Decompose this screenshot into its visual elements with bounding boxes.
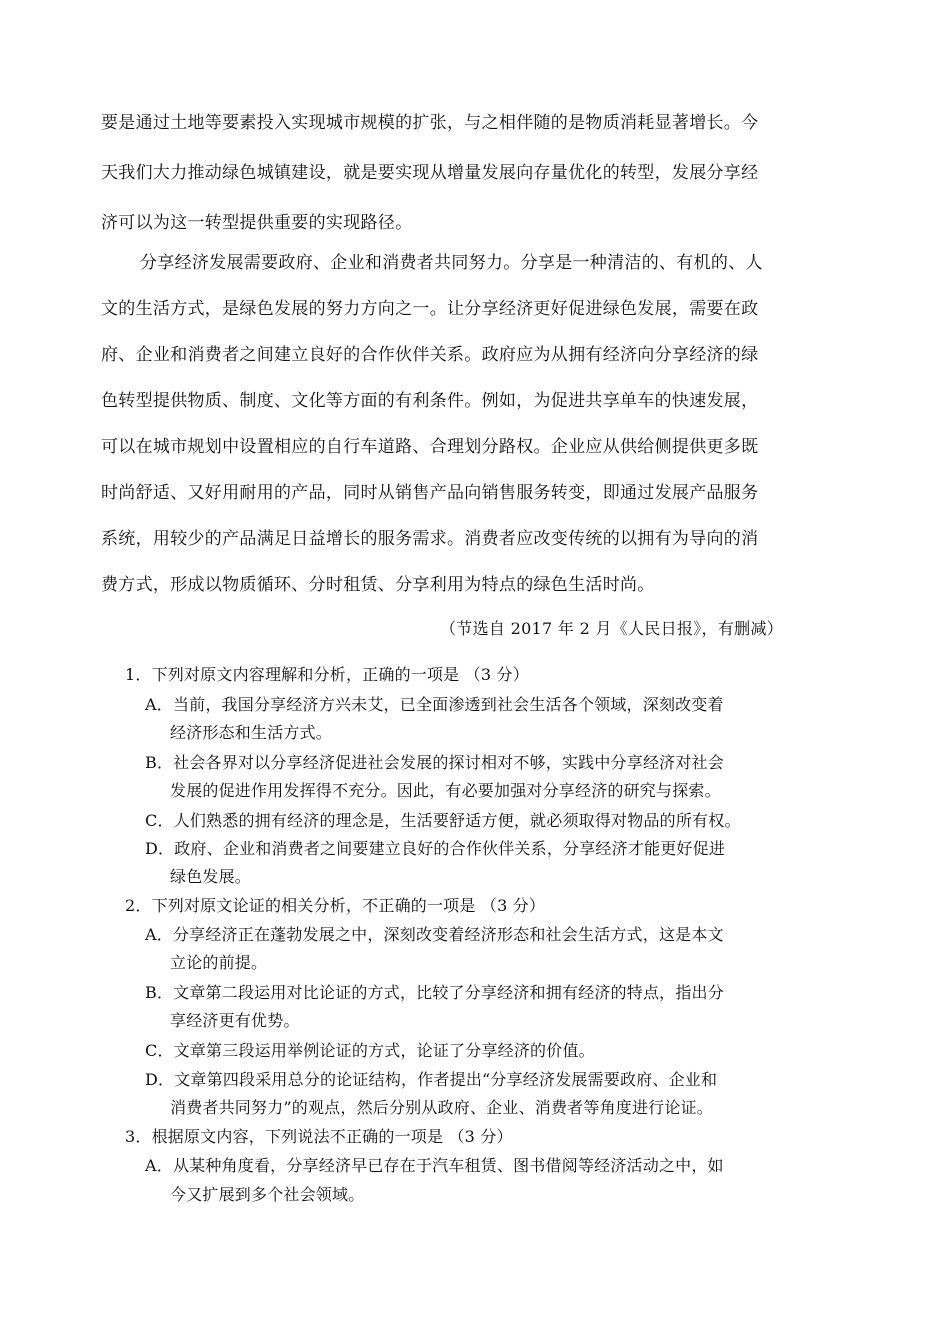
- question-2-stem: 2．下列对原文论证的相关分析，不正确的一项是 （3 分）: [125, 896, 546, 915]
- question-2-option-b-cont: 享经济更有优势。: [170, 1011, 300, 1030]
- question-1-option-d-cont: 绿色发展。: [170, 867, 252, 886]
- question-2-option-d-cont: 消费者共同努力”的观点，然后分别从政府、企业、消费者等角度进行论证。: [170, 1098, 713, 1117]
- passage-line: 费方式，形成以物质循环、分时租赁、分享利用为特点的绿色生活时尚。: [101, 575, 655, 595]
- passage-line: 分享经济发展需要政府、企业和消费者共同努力。分享是一种清洁的、有机的、人: [140, 253, 763, 273]
- passage-line: 时尚舒适、又好用耐用的产品，同时从销售产品向销售服务转变，即通过发展产品服务: [101, 483, 759, 503]
- passage-line: 可以在城市规划中设置相应的自行车道路、合理划分路权。企业应从供给侧提供更多既: [101, 437, 759, 457]
- question-2-option-b: B．文章第二段运用对比论证的方式，比较了分享经济和拥有经济的特点，指出分: [145, 983, 724, 1002]
- question-3-option-a: A．从某种角度看，分享经济早已存在于汽车租赁、图书借阅等经济活动之中，如: [145, 1156, 724, 1175]
- passage-line: 色转型提供物质、制度、文化等方面的有利条件。例如，为促进共享单车的快速发展，: [101, 391, 759, 411]
- question-2-option-a-cont: 立论的前提。: [170, 953, 268, 972]
- question-1-option-a: A．当前，我国分享经济方兴未艾，已全面渗透到社会生活各个领域，深刻改变着: [145, 695, 724, 714]
- question-1-option-d: D．政府、企业和消费者之间要建立良好的合作伙伴关系，分享经济才能更好促进: [145, 839, 726, 858]
- passage-source: （节选自 2017 年 2 月《人民日报》，有删减）: [440, 619, 784, 638]
- passage-line: 系统，用较少的产品满足日益增长的服务需求。消费者应改变传统的以拥有为导向的消: [101, 529, 759, 549]
- question-1-stem: 1．下列对原文内容理解和分析，正确的一项是 （3 分）: [125, 665, 529, 684]
- passage-line: 济可以为这一转型提供重要的实现路径。: [101, 213, 413, 233]
- question-1-option-a-cont: 经济形态和生活方式。: [170, 723, 333, 742]
- question-2-option-d: D．文章第四段采用总分的论证结构，作者提出“分享经济发展需要政府、企业和: [145, 1070, 718, 1089]
- question-2-option-a: A．分享经济正在蓬勃发展之中，深刻改变着经济形态和社会生活方式，这是本文: [145, 925, 724, 944]
- question-3-stem: 3．根据原文内容，下列说法不正确的一项是 （3 分）: [125, 1127, 513, 1146]
- question-3-option-a-cont: 今又扩展到多个社会领域。: [170, 1185, 365, 1204]
- question-1-option-c: C．人们熟悉的拥有经济的理念是，生活要舒适方便，就必须取得对物品的所有权。: [145, 811, 741, 830]
- question-1-option-b: B．社会各界对以分享经济促进社会发展的探讨相对不够，实践中分享经济对社会: [145, 753, 724, 772]
- passage-line: 要是通过土地等要素投入实现城市规模的扩张，与之相伴随的是物质消耗显著增长。今: [101, 113, 759, 133]
- question-2-option-c: C．文章第三段运用举例论证的方式，论证了分享经济的价值。: [145, 1041, 595, 1060]
- question-1-option-b-cont: 发展的促进作用发挥得不充分。因此，有必要加强对分享经济的研究与探索。: [170, 781, 721, 800]
- passage-line: 天我们大力推动绿色城镇建设，就是要实现从增量发展向存量优化的转型，发展分享经: [101, 163, 759, 183]
- passage-line: 文的生活方式，是绿色发展的努力方向之一。让分享经济更好促进绿色发展，需要在政: [101, 299, 759, 319]
- passage-line: 府、企业和消费者之间建立良好的合作伙伴关系。政府应为从拥有经济向分享经济的绿: [101, 345, 759, 365]
